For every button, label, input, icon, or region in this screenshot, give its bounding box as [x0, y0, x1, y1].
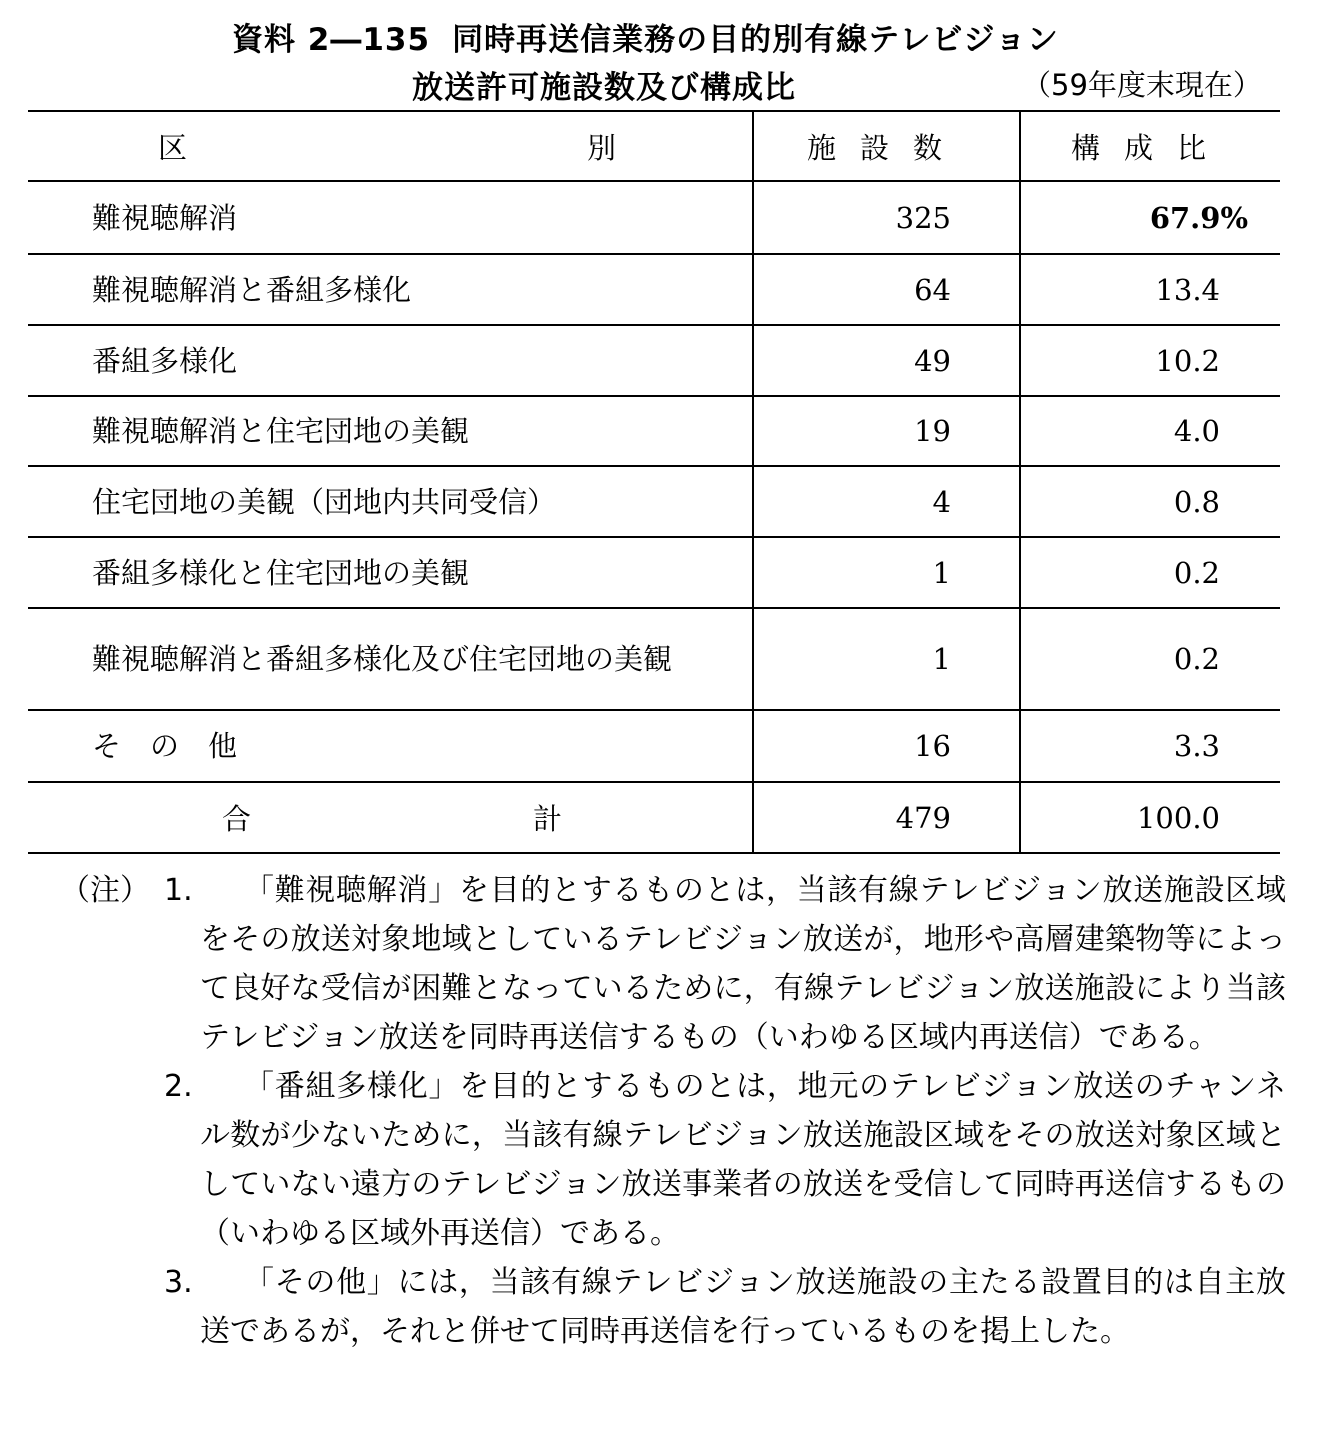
- total-label: [28, 782, 753, 853]
- row-facilities: 19: [753, 396, 1020, 466]
- row-facilities: 325: [753, 181, 1020, 254]
- row-ratio: 0.8: [1020, 466, 1280, 537]
- table-row: [28, 254, 1280, 325]
- row-label: 難視聴解消と番組多様化: [28, 254, 753, 325]
- as-of-date: （59年度末現在）: [1022, 68, 1262, 102]
- total-ratio: 100.0: [1020, 782, 1280, 853]
- row-ratio: 13.4: [1020, 254, 1280, 325]
- row-facilities: 49: [753, 325, 1020, 396]
- notes-heading: （注）: [60, 873, 150, 908]
- header-ratio: 構成比: [1020, 111, 1280, 181]
- table-header-row: [28, 111, 1280, 181]
- document-code: 資料 2―135: [232, 22, 431, 58]
- notes-section: [60, 866, 1286, 1356]
- row-facilities: 16: [753, 710, 1020, 782]
- row-ratio: 4.0: [1020, 396, 1280, 466]
- row-facilities: 1: [753, 608, 1020, 710]
- note-item: [60, 1062, 1286, 1258]
- header-category-right: 別: [586, 130, 616, 165]
- row-label: 番組多様化と住宅団地の美観: [28, 537, 753, 608]
- table-row: [28, 537, 1280, 608]
- row-facilities: 4: [753, 466, 1020, 537]
- note-text: 「難視聴解消」を目的とするものとは，当該有線テレビジョン放送施設区域をその放送対象地域としているテレビジョン放送が，地形や高層建築物等によって良好な受信が困難となっているために，有線テレビジョン放送施設により当該テレビジョン放送を同時再送信するもの（いわゆる区域内再送信）である。: [200, 873, 1286, 1055]
- header-category-left: 区: [158, 130, 188, 165]
- row-label: 難視聴解消: [28, 181, 753, 254]
- row-ratio: 67.9%: [1020, 181, 1280, 254]
- total-facilities: 479: [753, 782, 1020, 853]
- note-item: [60, 1258, 1286, 1356]
- row-label: そ の 他: [28, 710, 753, 782]
- row-label: 難視聴解消と番組多様化及び住宅団地の美観: [28, 608, 753, 710]
- note-text: 「番組多様化」を目的とするものとは，地元のテレビジョン放送のチャンネル数が少ないために，当該有線テレビジョン放送施設区域をその放送対象区域としていない遠方のテレビジョン放送事業者の放送を受信して同時再送信するもの（いわゆる区域外再送信）である。: [200, 1069, 1286, 1251]
- row-ratio: 3.3: [1020, 710, 1280, 782]
- note-text: 「その他」には，当該有線テレビジョン放送施設の主たる設置目的は自主放送であるが，それと併せて同時再送信を行っているものを掲上した。: [200, 1265, 1286, 1349]
- total-label-right: 計: [532, 802, 562, 836]
- header-category: [28, 111, 753, 181]
- row-ratio: 10.2: [1020, 325, 1280, 396]
- table-row: [28, 181, 1280, 254]
- table-row: [28, 710, 1280, 782]
- title-line-1: 同時再送信業務の目的別有線テレビジョン: [452, 22, 1059, 58]
- row-facilities: 64: [753, 254, 1020, 325]
- note-number: 3.: [164, 1265, 193, 1300]
- note-number: 2.: [164, 1069, 193, 1104]
- note-number: 1.: [164, 873, 193, 908]
- table-row: [28, 396, 1280, 466]
- row-ratio: 0.2: [1020, 537, 1280, 608]
- note-item: [60, 866, 1286, 1062]
- table-row: [28, 608, 1280, 710]
- table-total-row: [28, 782, 1280, 853]
- title-line-2: 放送許可施設数及び構成比: [412, 70, 796, 106]
- row-label: 番組多様化: [28, 325, 753, 396]
- row-label: 難視聴解消と住宅団地の美観: [28, 396, 753, 466]
- row-label: 住宅団地の美観（団地内共同受信）: [28, 466, 753, 537]
- total-label-left: 合: [222, 802, 252, 836]
- row-facilities: 1: [753, 537, 1020, 608]
- document-title: [232, 14, 1059, 59]
- row-ratio: 0.2: [1020, 608, 1280, 710]
- table-row: [28, 466, 1280, 537]
- header-facilities: 施設数: [753, 111, 1020, 181]
- facilities-table: [28, 110, 1280, 854]
- table-row: [28, 325, 1280, 396]
